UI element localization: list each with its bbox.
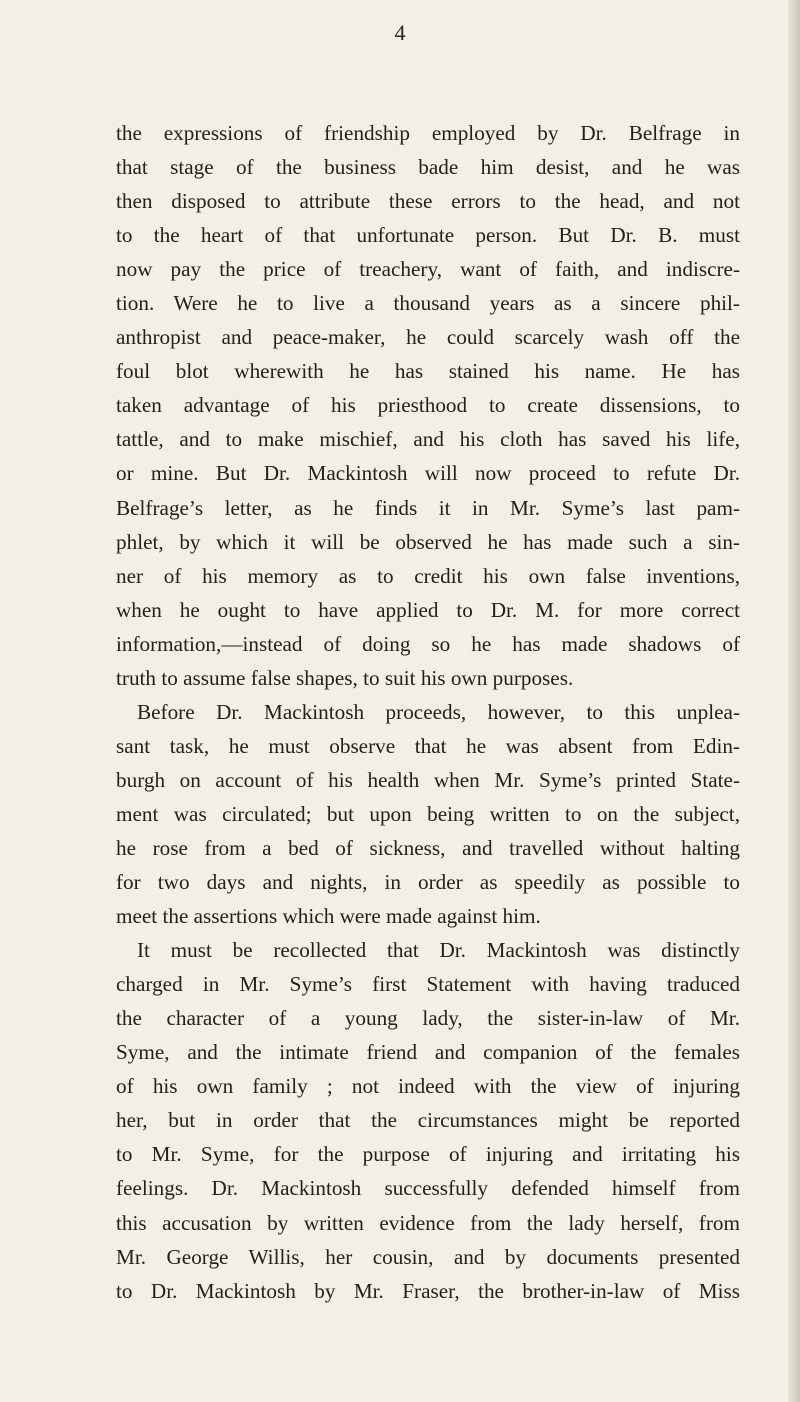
- text-line: meet the assertions which were made against him.: [116, 904, 541, 929]
- text-line: the expressions of friendship employed by Dr. Belfrage in: [116, 121, 740, 145]
- page-number: 4: [394, 20, 406, 45]
- text-line: ner of his memory as to credit his own false inventions,: [116, 563, 740, 588]
- body-text: [116, 116, 740, 1308]
- text-line: tattle, and to make mischief, and his cloth has saved his life,: [116, 427, 740, 452]
- text-line: that stage of the business bade him desist, and he was: [116, 155, 740, 180]
- text-line: taken advantage of his priesthood to create dissensions, to: [116, 393, 740, 418]
- text-line: now pay the price of treachery, want of faith, and indiscre-: [116, 257, 740, 282]
- text-line: phlet, by which it will be observed he has made such a sin-: [116, 529, 740, 554]
- text-line: her, but in order that the circumstances might be reported: [116, 1108, 740, 1133]
- text-line: It must be recollected that Dr. Mackintosh was distinctly: [137, 938, 740, 963]
- text-line: information,—instead of doing so he has made shadows of: [116, 631, 740, 656]
- page-edge-shadow: [788, 0, 800, 1402]
- text-line: Before Dr. Mackintosh proceeds, however, to this unplea-: [137, 699, 740, 724]
- text-line: this accusation by written evidence from the lady herself, from: [116, 1210, 740, 1235]
- text-line: feelings. Dr. Mackintosh successfully defended himself from: [116, 1176, 740, 1201]
- text-line: sant task, he must observe that he was absent from Edin-: [116, 733, 740, 758]
- text-line: Belfrage’s letter, as he finds it in Mr. Syme’s last pam-: [116, 495, 740, 520]
- text-line: Syme, and the intimate friend and companion of the females: [116, 1040, 740, 1065]
- text-line: truth to assume false shapes, to suit his own purposes.: [116, 665, 574, 690]
- text-line: to the heart of that unfortunate person. But Dr. B. must: [116, 223, 740, 248]
- text-line: burgh on account of his health when Mr. Syme’s printed State-: [116, 767, 740, 792]
- text-line: to Mr. Syme, for the purpose of injuring and irritating his: [116, 1142, 740, 1167]
- text-line: tion. Were he to live a thousand years as a sincere phil-: [116, 291, 740, 316]
- text-line: charged in Mr. Syme’s first Statement with having traduced: [116, 972, 740, 997]
- text-line: foul blot wherewith he has stained his name. He has: [116, 359, 740, 384]
- text-line: or mine. But Dr. Mackintosh will now proceed to refute Dr.: [116, 461, 740, 486]
- text-line: ment was circulated; but upon being written to on the subject,: [116, 801, 740, 826]
- text-line: for two days and nights, in order as speedily as possible to: [116, 870, 740, 895]
- text-line: Mr. George Willis, her cousin, and by documents presented: [116, 1244, 740, 1269]
- text-line: the character of a young lady, the sister-in-law of Mr.: [116, 1006, 740, 1031]
- text-line: to Dr. Mackintosh by Mr. Fraser, the brother-in-law of Miss: [116, 1278, 740, 1303]
- text-line: when he ought to have applied to Dr. M. for more correct: [116, 597, 740, 622]
- text-line: then disposed to attribute these errors to the head, and not: [116, 189, 740, 214]
- text-line: he rose from a bed of sickness, and travelled without halting: [116, 835, 740, 860]
- text-line: of his own family ; not indeed with the view of injuring: [116, 1074, 740, 1099]
- text-line: anthropist and peace-maker, he could scarcely wash off the: [116, 325, 740, 350]
